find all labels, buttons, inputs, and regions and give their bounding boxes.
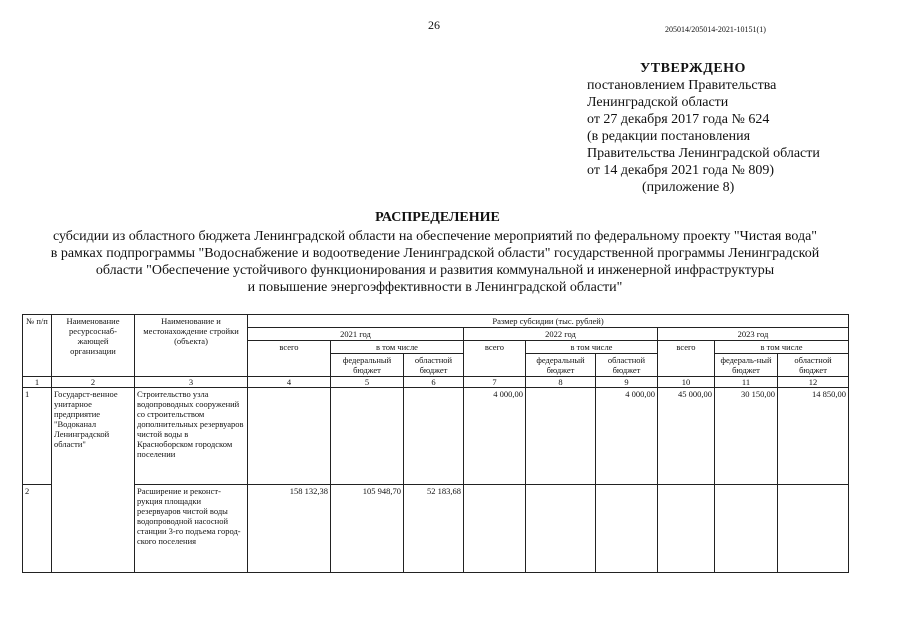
header-object: Наименование и местонахождение стройки (объекта) [135, 315, 248, 377]
approval-line: от 14 декабря 2021 года № 809) [587, 163, 774, 178]
approval-line: (в редакции постановления [587, 129, 751, 144]
value-2023-regional: 14 850,00 [778, 388, 849, 485]
document-subtitle [25, 228, 845, 296]
subtitle-line: и повышение энергоэффективности в Ленинградской области" [247, 280, 623, 295]
header-regional-2022: областной бюджет [596, 354, 658, 377]
value-2022-federal [526, 388, 596, 485]
col-number: 9 [596, 377, 658, 388]
object-name: Расширение и реконст-рукция площадки резервуаров чистой воды водопроводной насосной станции 3-го подъема город-ского поселения [135, 485, 248, 573]
subtitle-line: субсидии из областного бюджета Ленинградской области на обеспечение мероприятий по федеральному проекту "Чистая вода" [52, 229, 818, 244]
approval-line: Правительства Ленинградской области [587, 146, 820, 161]
header-year-2021: 2021 год [248, 328, 464, 341]
value-2023-federal: 30 150,00 [715, 388, 778, 485]
col-number: 4 [248, 377, 331, 388]
subtitle-line: в рамках подпрограммы "Водоснабжение и водоотведение Ленинградской области" государственной программы Ленинградской [50, 246, 820, 261]
header-year-2022: 2022 год [464, 328, 658, 341]
value-2021-total [248, 388, 331, 485]
approval-line: Ленинградской области [587, 95, 729, 110]
approval-annex: (приложение 8) [642, 180, 735, 195]
approval-block [587, 60, 820, 196]
row-num: 2 [23, 485, 52, 573]
header-regional-2021: областной бюджет [404, 354, 464, 377]
col-number: 5 [331, 377, 404, 388]
org-name: Государст-венное унитарное предприятие "Водоканал Ленинградской области" [52, 388, 135, 573]
value-2022-total: 4 000,00 [464, 388, 526, 485]
value-2023-total: 45 000,00 [658, 388, 715, 485]
document-title: РАСПРЕДЕЛЕНИЕ [375, 210, 500, 225]
value-2022-federal [526, 485, 596, 573]
col-number: 11 [715, 377, 778, 388]
header-regional-2023: областной бюджет [778, 354, 849, 377]
value-2021-total: 158 132,38 [248, 485, 331, 573]
value-2022-regional: 4 000,00 [596, 388, 658, 485]
col-number: 10 [658, 377, 715, 388]
header-amount: Размер субсидии (тыс. рублей) [248, 315, 849, 328]
value-2021-federal [331, 388, 404, 485]
col-number: 12 [778, 377, 849, 388]
object-name: Строительство узла водопроводных сооружений со строительством дополнительных резервуаров чистой воды в Красноборском городском поселении [135, 388, 248, 485]
header-num: № п/п [23, 315, 52, 377]
header-org: Наименование ресурсоснаб-жающей организации [52, 315, 135, 377]
header-total-2021: всего [248, 341, 331, 377]
value-2021-federal: 105 948,70 [331, 485, 404, 573]
col-number: 7 [464, 377, 526, 388]
value-2023-federal [715, 485, 778, 573]
page-number: 26 [428, 18, 440, 32]
header-year-2023: 2023 год [658, 328, 849, 341]
header-incl-2021: в том числе [331, 341, 464, 354]
col-number: 8 [526, 377, 596, 388]
header-federal-2021: федеральный бюджет [331, 354, 404, 377]
header-incl-2022: в том числе [526, 341, 658, 354]
value-2022-regional [596, 485, 658, 573]
approval-heading: УТВЕРЖДЕНО [640, 61, 746, 76]
header-incl-2023: в том числе [715, 341, 849, 354]
col-number: 1 [23, 377, 52, 388]
table-row [23, 388, 849, 485]
value-2022-total [464, 485, 526, 573]
table-row [23, 485, 849, 573]
value-2023-total [658, 485, 715, 573]
header-total-2023: всего [658, 341, 715, 377]
col-number: 6 [404, 377, 464, 388]
row-num: 1 [23, 388, 52, 485]
header-federal-2022: федеральный бюджет [526, 354, 596, 377]
subtitle-line: области "Обеспечение устойчивого функционирования и развития коммунальной и инженерной инфраструктуры [95, 263, 775, 278]
approval-line: постановлением Правительства [587, 78, 777, 93]
value-2023-regional [778, 485, 849, 573]
value-2021-regional: 52 183,68 [404, 485, 464, 573]
document-code: 205014/205014-2021-10151(1) [665, 25, 766, 34]
header-federal-2023: федераль-ный бюджет [715, 354, 778, 377]
approval-line: от 27 декабря 2017 года № 624 [587, 112, 770, 127]
header-total-2022: всего [464, 341, 526, 377]
col-number: 3 [135, 377, 248, 388]
subsidy-table [22, 314, 849, 573]
col-number: 2 [52, 377, 135, 388]
value-2021-regional [404, 388, 464, 485]
